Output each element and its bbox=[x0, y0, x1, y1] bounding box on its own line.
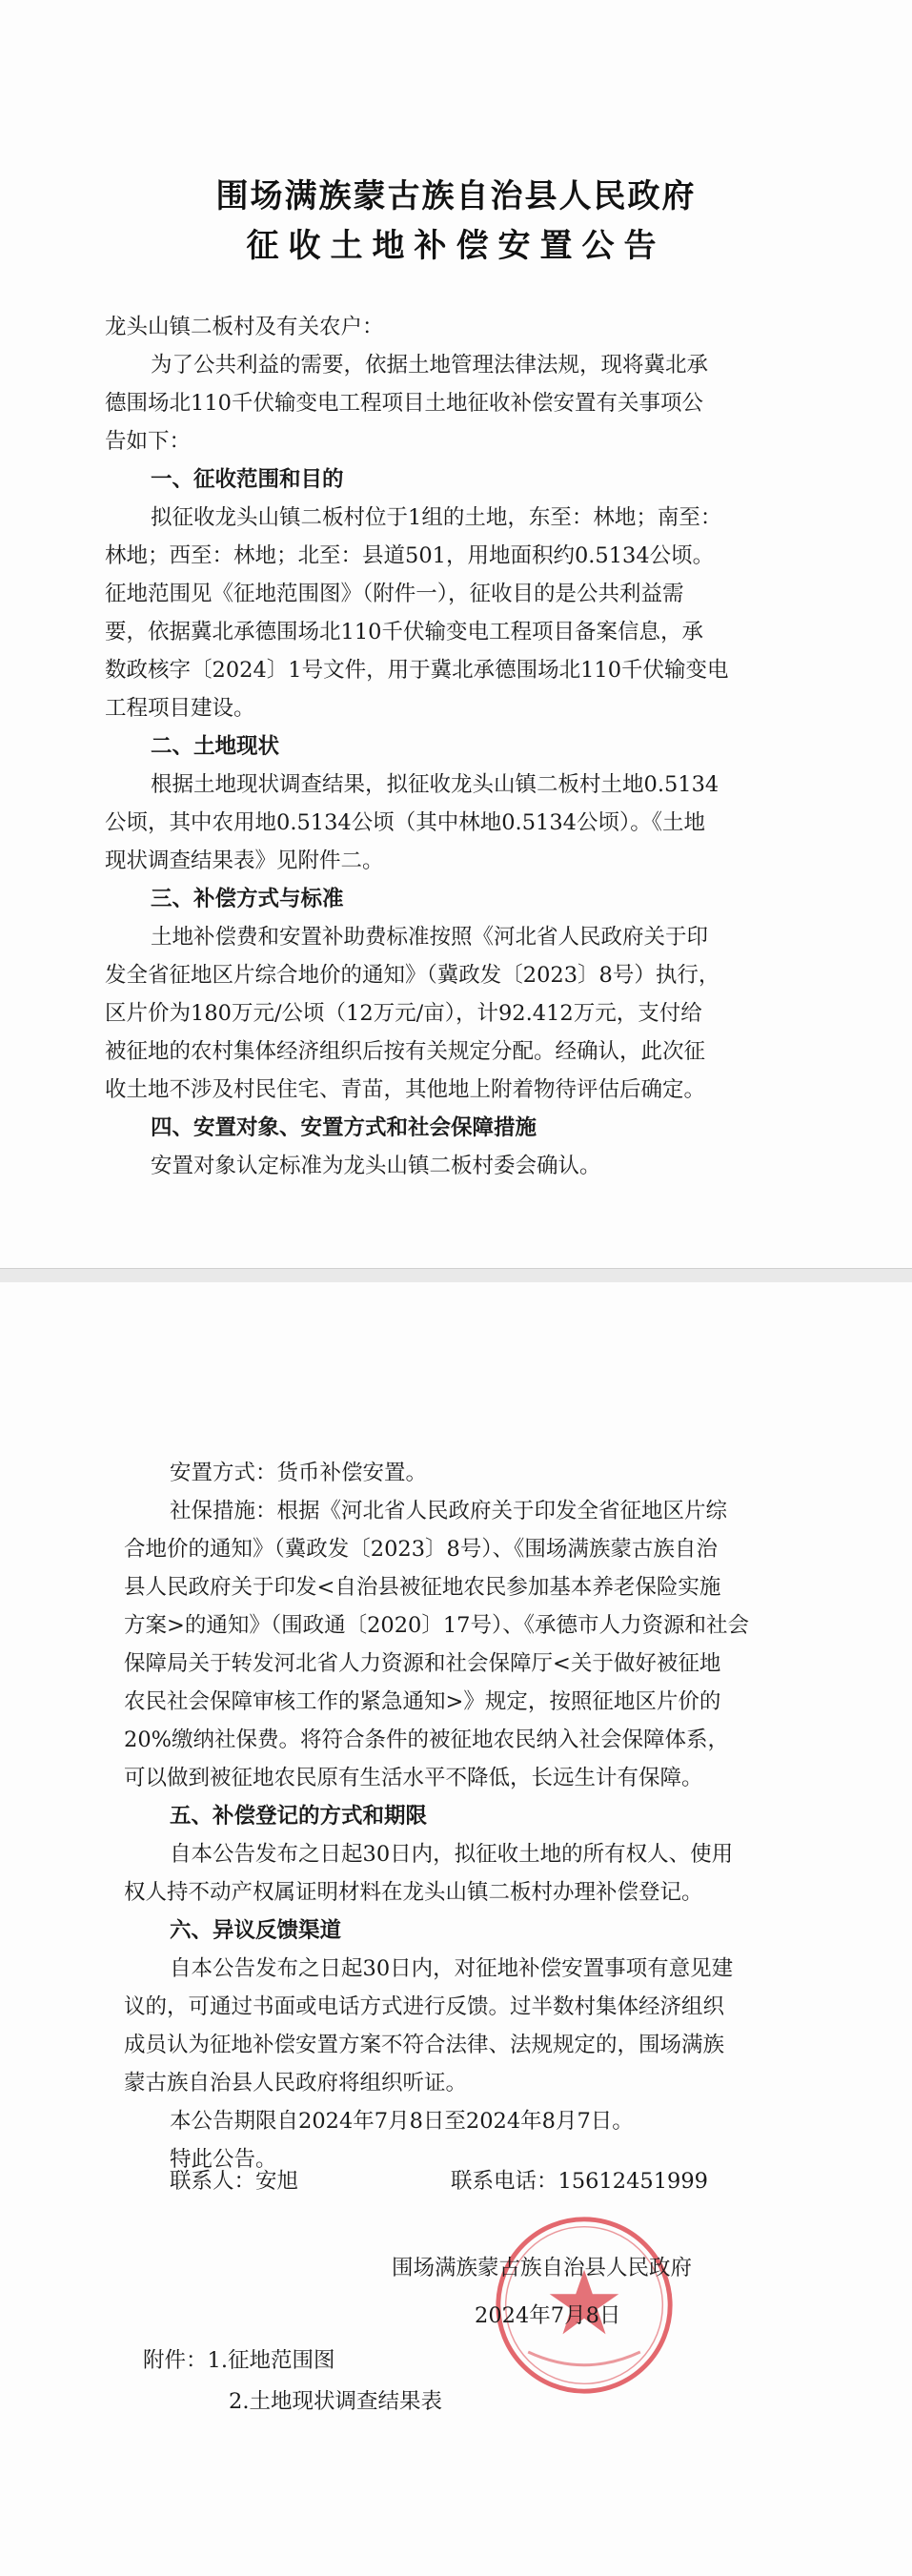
body-text-line: 拟征收龙头山镇二板村位于1组的土地，东至：林地；南至： bbox=[151, 505, 722, 530]
body-text-line: 德围场北110千伏输变电工程项目土地征收补偿安置有关事项公 bbox=[105, 391, 703, 416]
attachment-1: 附件：1.征地范围图 bbox=[143, 2348, 335, 2373]
body-text-line: 20%缴纳社保费。将符合条件的被征地农民纳入社会保障体系， bbox=[124, 1728, 730, 1752]
signature-date: 2024年7月8日 bbox=[475, 2303, 621, 2328]
body-text-line: 为了公共利益的需要，依据土地管理法律法规，现将冀北承 bbox=[151, 353, 709, 378]
body-text-line: 安置对象认定标准为龙头山镇二板村委会确认。 bbox=[151, 1154, 601, 1178]
body-text-line: 安置方式：货币补偿安置。 bbox=[170, 1461, 428, 1485]
body-text-line: 公顷，其中农用地0.5134公顷（其中林地0.5134公顷）。《土地 bbox=[105, 810, 705, 835]
body-text-line: 本公告期限自2024年7月8日至2024年8月7日。 bbox=[170, 2109, 634, 2134]
body-text-line: 根据土地现状调查结果，拟征收龙头山镇二板村土地0.5134 bbox=[151, 772, 719, 797]
body-text-line: 自本公告发布之日起30日内，拟征收土地的所有权人、使用 bbox=[170, 1842, 734, 1867]
body-text-line: 蒙古族自治县人民政府将组织听证。 bbox=[124, 2071, 468, 2096]
section-heading: 五、补偿登记的方式和期限 bbox=[170, 1804, 428, 1829]
notice-issuer-title: 围场满族蒙古族自治县人民政府 bbox=[215, 177, 697, 215]
section-heading: 三、补偿方式与标准 bbox=[151, 887, 344, 911]
body-text-line: 可以做到被征地农民原有生活水平不降低，长远生计有保障。 bbox=[124, 1766, 703, 1790]
body-text-line: 权人持不动产权属证明材料在龙头山镇二板村办理补偿登记。 bbox=[124, 1880, 703, 1905]
section-heading: 六、异议反馈渠道 bbox=[170, 1918, 342, 1943]
body-text-line: 告如下： bbox=[105, 429, 192, 454]
body-text-line: 特此公告。 bbox=[170, 2147, 277, 2172]
body-text-line: 议的，可通过书面或电话方式进行反馈。过半数村集体经济组织 bbox=[124, 1994, 725, 2019]
body-text-line: 收土地不涉及村民住宅、青苗，其他地上附着物待评估后确定。 bbox=[105, 1077, 706, 1102]
body-text-line: 林地；西至：林地；北至：县道501，用地面积约0.5134公顷。 bbox=[105, 543, 715, 568]
body-text-line: 数政核字〔2024〕1号文件，用于冀北承德围场北110千伏输变电 bbox=[105, 658, 729, 683]
body-text-line: 县人民政府关于印发<自治县被征地农民参加基本养老保险实施 bbox=[124, 1575, 721, 1600]
body-text-line: 土地补偿费和安置补助费标准按照《河北省人民政府关于印 bbox=[151, 925, 709, 950]
body-text-line: 要，依据冀北承德围场北110千伏输变电工程项目备案信息，承 bbox=[105, 620, 703, 644]
page-1-body bbox=[0, 308, 912, 1185]
signature-organization: 围场满族蒙古族自治县人民政府 bbox=[392, 2256, 693, 2280]
section-heading: 四、安置对象、安置方式和社会保障措施 bbox=[151, 1115, 537, 1140]
body-text-line: 发全省征地区片综合地价的通知》（冀政发〔2023〕8号）执行， bbox=[105, 963, 720, 988]
body-text-line: 农民社会保障审核工作的紧急通知>》规定，按照征地区片价的 bbox=[124, 1689, 721, 1714]
body-text-line: 现状调查结果表》见附件二。 bbox=[105, 848, 384, 873]
notice-title: 征收土地补偿安置公告 bbox=[246, 227, 666, 265]
body-text-line: 成员认为征地补偿安置方案不符合法律、法规规定的，围场满族 bbox=[124, 2033, 725, 2057]
body-text-line: 合地价的通知》（冀政发〔2023〕8号）、《围场满族蒙古族自治 bbox=[124, 1537, 718, 1562]
body-text-line: 征地范围见《征地范围图》（附件一），征收目的是公共利益需 bbox=[105, 582, 684, 606]
body-text-line: 保障局关于转发河北省人力资源和社会保障厅<关于做好被征地 bbox=[124, 1651, 721, 1676]
body-text-line: 社保措施：根据《河北省人民政府关于印发全省征地区片综 bbox=[170, 1499, 728, 1523]
page-2-body bbox=[0, 1454, 912, 2178]
body-text-line: 被征地的农村集体经济组织后按有关规定分配。经确认，此次征 bbox=[105, 1039, 706, 1064]
contact-phone: 联系电话：15612451999 bbox=[451, 2169, 708, 2194]
body-text-line: 工程项目建设。 bbox=[105, 696, 255, 721]
body-text-line: 区片价为180万元/公顷（12万元/亩），计92.412万元，支付给 bbox=[105, 1001, 702, 1026]
section-heading: 一、征收范围和目的 bbox=[151, 467, 344, 492]
body-text-line: 方案>的通知》（围政通〔2020〕17号）、《承德市人力资源和社会 bbox=[124, 1613, 749, 1638]
body-text-line: 自本公告发布之日起30日内，对征地补偿安置事项有意见建 bbox=[170, 1956, 734, 1981]
section-heading: 二、土地现状 bbox=[151, 734, 280, 759]
attachment-2: 2.土地现状调查结果表 bbox=[229, 2389, 442, 2414]
body-text-line: 龙头山镇二板村及有关农户： bbox=[105, 315, 384, 339]
contact-person: 联系人：安旭 bbox=[170, 2169, 299, 2194]
